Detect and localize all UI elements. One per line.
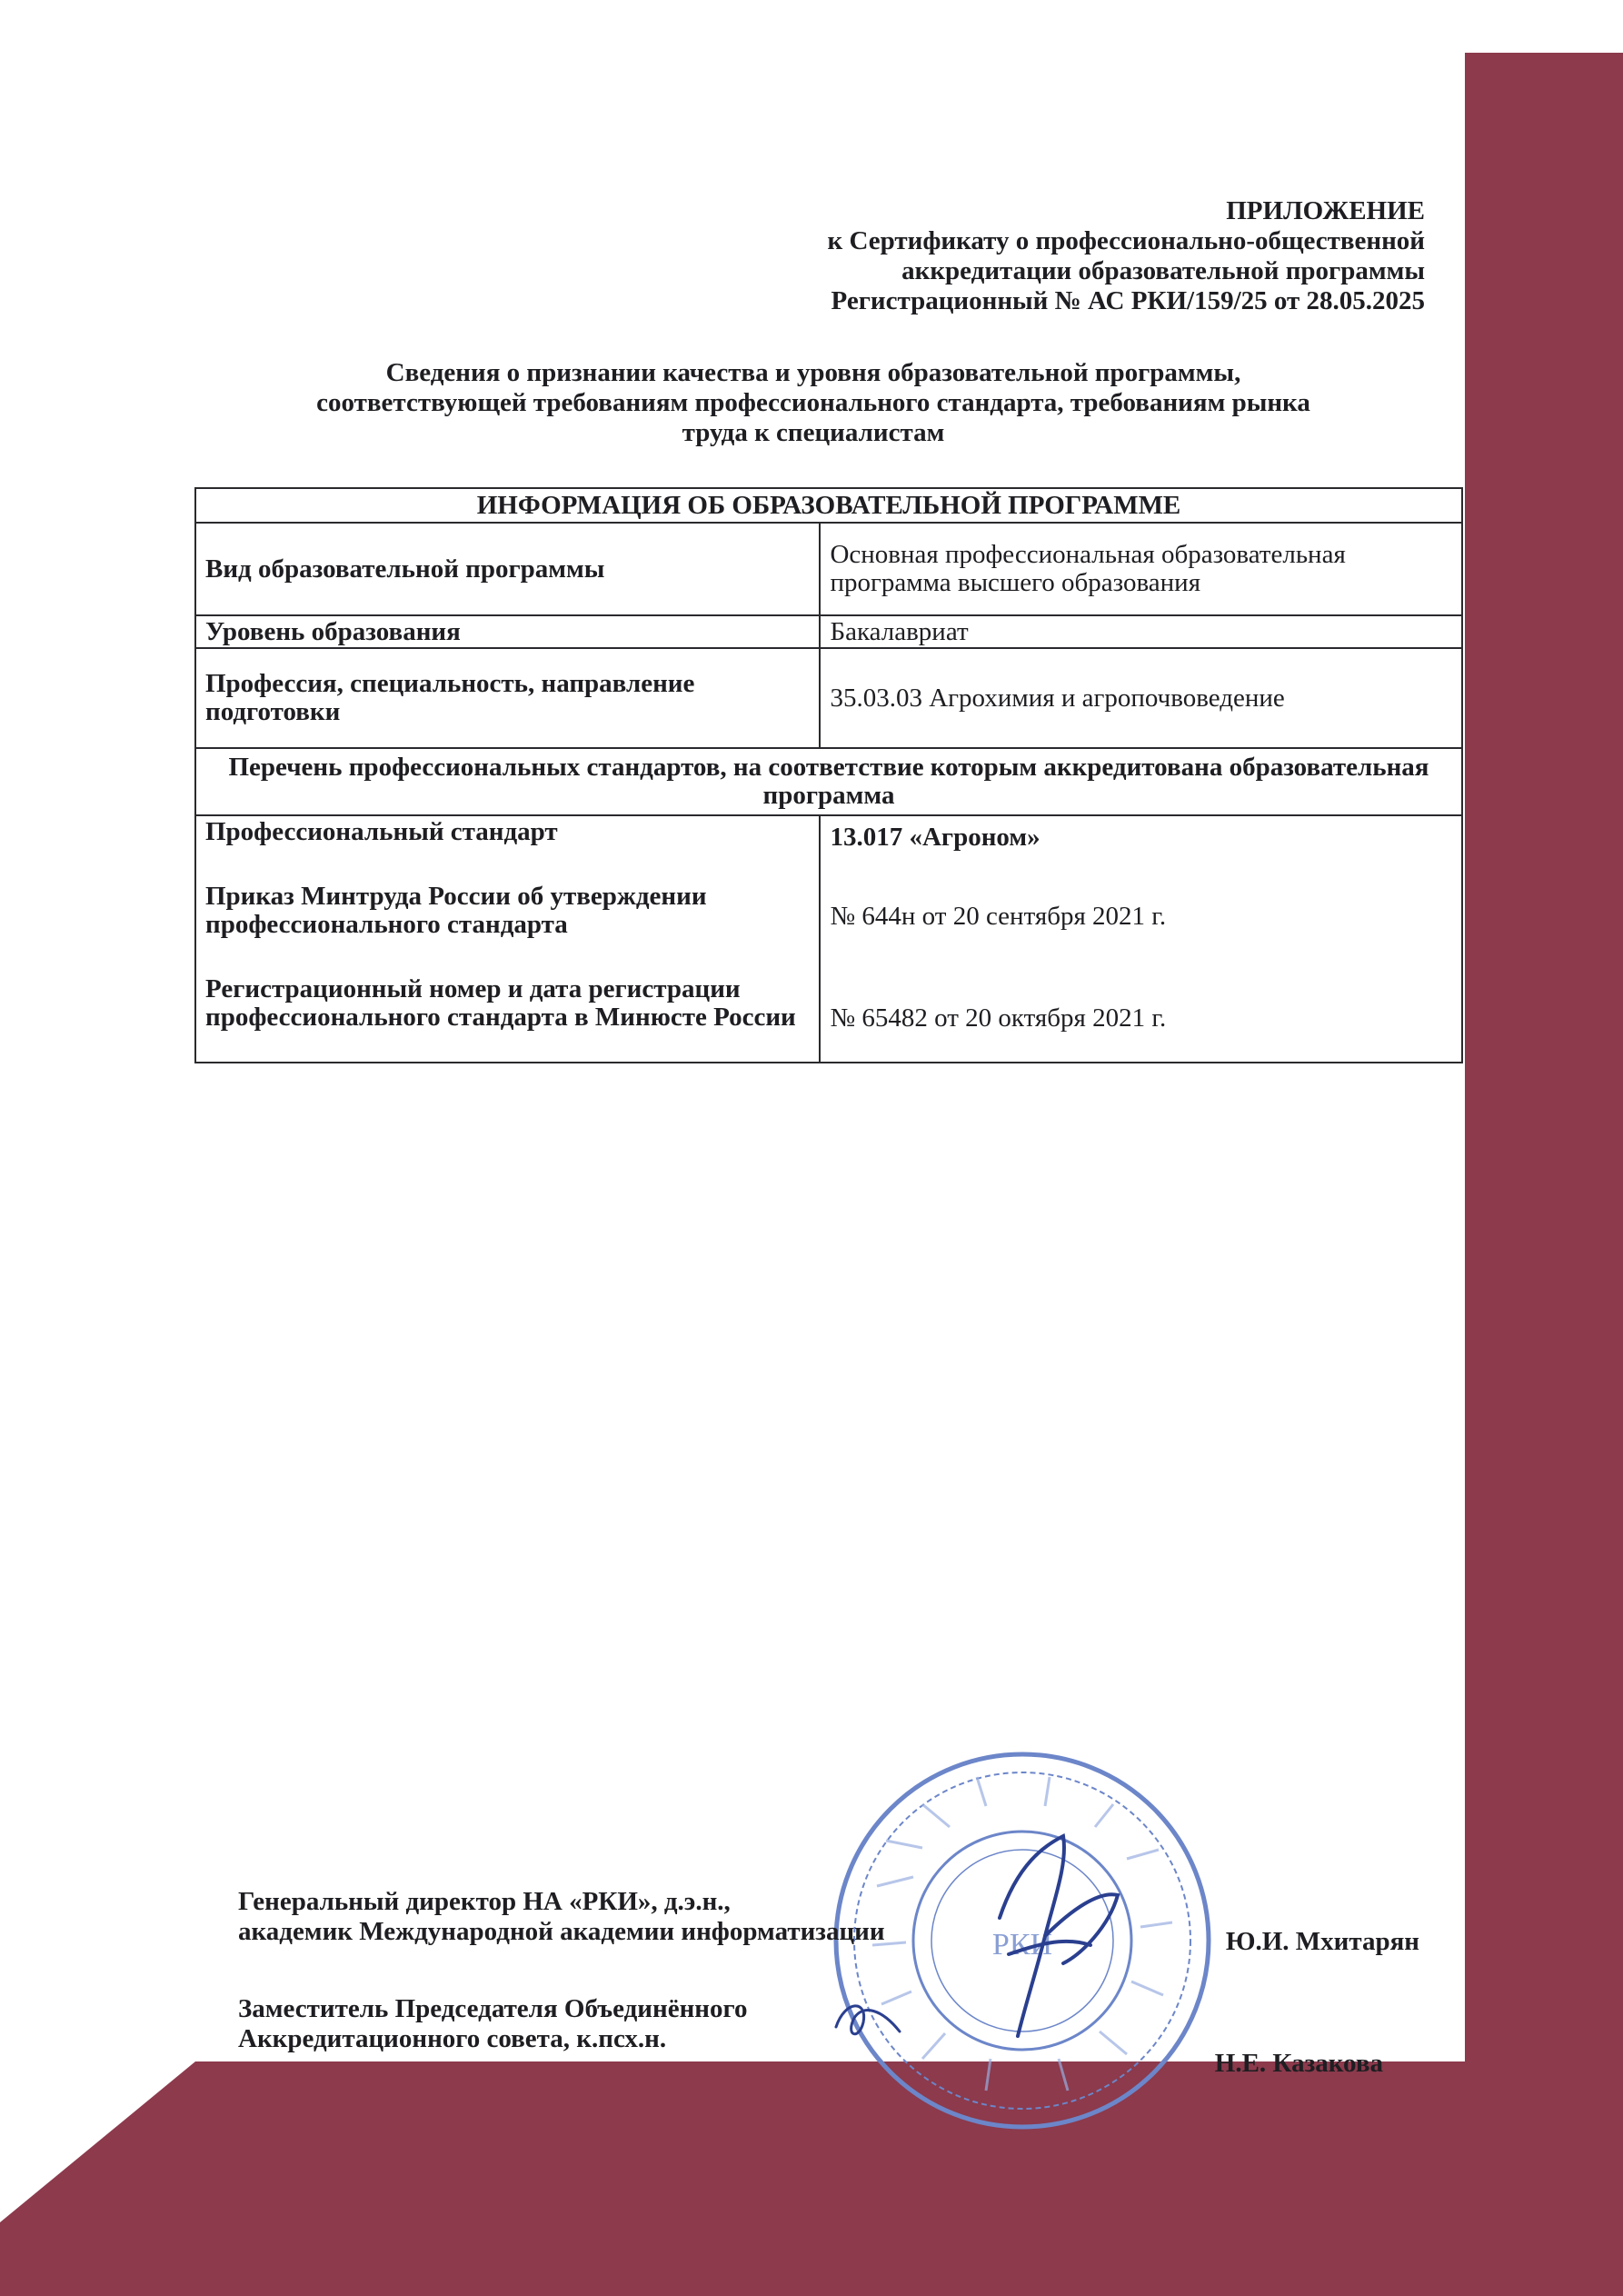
table-section-row xyxy=(195,488,1462,523)
appendix-title: ПРИЛОЖЕНИЕ xyxy=(1226,196,1425,225)
role-line: академик Международной академии информатизации xyxy=(238,1917,885,1946)
value-order: № 644н от 20 сентября 2021 г. xyxy=(830,902,1167,931)
row-value: Основная профессиональная образовательная программа высшего образования xyxy=(820,523,1462,615)
role-line: Аккредитационного совета, к.псх.н. xyxy=(238,2024,667,2053)
stamp-text: РКИ xyxy=(991,1928,1053,1962)
document-heading xyxy=(200,358,1427,448)
appendix-line: к Сертификату о профессионально-общественной xyxy=(827,226,1425,255)
table-row xyxy=(195,615,1462,648)
row-label: Вид образовательной программы xyxy=(195,523,820,615)
row-value: 35.03.03 Агрохимия и агропочвоведение xyxy=(820,648,1462,748)
standard-labels xyxy=(195,815,820,1063)
signatory-row xyxy=(238,1887,1419,1956)
row-label: Уровень образования xyxy=(195,615,820,648)
heading-line: соответствующей требованиям профессионального стандарта, требованиям рынка xyxy=(316,388,1310,417)
signatory-row xyxy=(238,1994,1419,2078)
program-info-table xyxy=(194,487,1463,1063)
standard-values xyxy=(820,815,1462,1063)
role-line: Заместитель Председателя Объединённого xyxy=(238,1994,748,2023)
signatory-name: Н.Е. Казакова xyxy=(1214,2049,1383,2078)
table-row xyxy=(195,523,1462,615)
signatory-role xyxy=(238,1994,747,2054)
signatory-name: Ю.И. Мхитарян xyxy=(1225,1927,1419,1956)
table-row xyxy=(195,648,1462,748)
label-registration: Регистрационный номер и дата регистрации профессионального стандарта в Минюсте России xyxy=(205,974,796,1032)
table-section-row xyxy=(195,748,1462,815)
appendix-header xyxy=(607,196,1425,316)
heading-line: труда к специалистам xyxy=(682,418,945,447)
label-standard: Профессиональный стандарт xyxy=(205,817,558,846)
value-standard: 13.017 «Агроном» xyxy=(830,823,1041,852)
section-title: Перечень профессиональных стандартов, на соответствие которым аккредитована образовательная программа xyxy=(195,748,1462,815)
role-line: Генеральный директор НА «РКИ», д.э.н., xyxy=(238,1887,731,1916)
standard-row xyxy=(195,815,1462,1063)
appendix-line: аккредитации образовательной программы xyxy=(901,256,1425,285)
section-title: ИНФОРМАЦИЯ ОБ ОБРАЗОВАТЕЛЬНОЙ ПРОГРАММЕ xyxy=(195,488,1462,523)
label-order: Приказ Минтруда России об утверждении профессионального стандарта xyxy=(205,882,707,939)
heading-line: Сведения о признании качества и уровня образовательной программы, xyxy=(385,358,1241,387)
signature-block xyxy=(238,1887,1419,2078)
value-registration: № 65482 от 20 октября 2021 г. xyxy=(830,1003,1167,1033)
row-value: Бакалавриат xyxy=(820,615,1462,648)
signatory-role xyxy=(238,1887,885,1947)
appendix-registration: Регистрационный № АС РКИ/159/25 от 28.05.2025 xyxy=(831,286,1425,315)
row-label: Профессия, специальность, направление подготовки xyxy=(195,648,820,748)
